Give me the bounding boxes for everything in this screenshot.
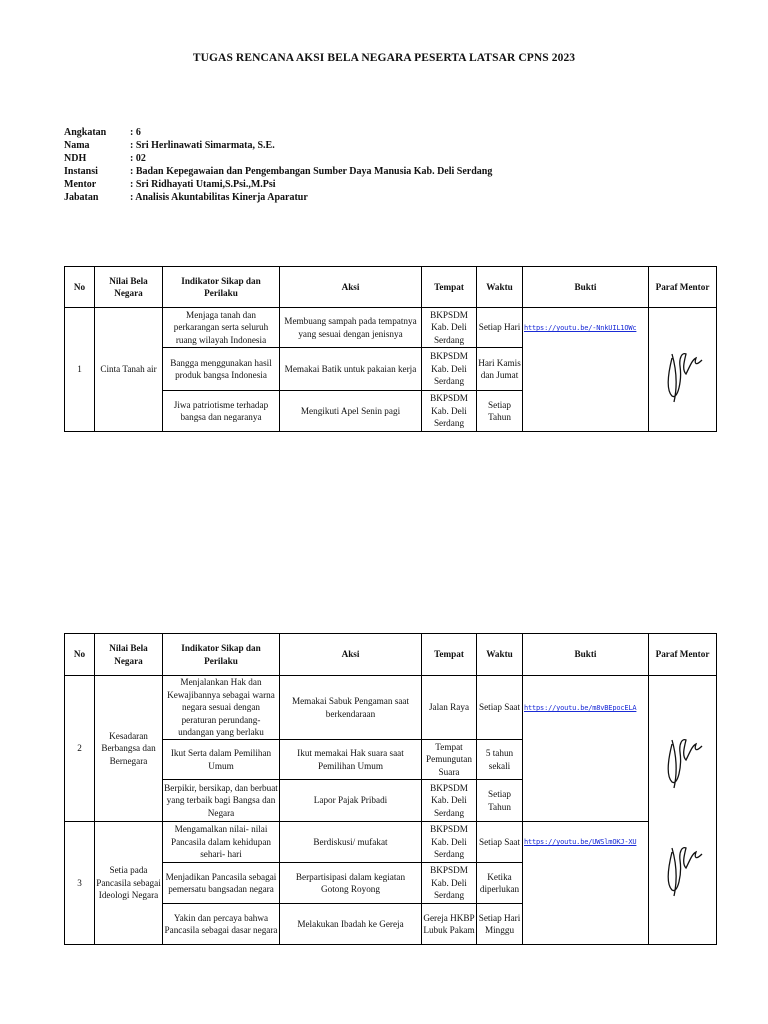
indikator-cell: Berpikir, bersikap, dan berbuat yang terbaik bagi Bangsa dan Negara — [163, 780, 280, 822]
info-value: : Sri Herlinawati Simarmata, S.E. — [130, 139, 275, 151]
info-row-instansi — [64, 166, 492, 179]
header-indikator: Indikator Sikap dan Perilaku — [163, 634, 280, 676]
header-indikator: Indikator Sikap dan Perilaku — [163, 267, 280, 308]
row-number: 2 — [65, 676, 95, 822]
action-plan-table-2 — [64, 633, 717, 945]
tempat-cell: Jalan Raya — [422, 676, 477, 740]
bukti-cell — [523, 676, 649, 822]
mentor-signature-icon — [658, 330, 708, 410]
participant-info — [64, 127, 492, 204]
header-nilai: Nilai Bela Negara — [95, 267, 163, 308]
nilai-bela-negara: Setia pada Pancasila sebagai Ideologi Negara — [95, 822, 163, 945]
aksi-cell: Lapor Pajak Pribadi — [280, 780, 422, 822]
header-tempat: Tempat — [422, 634, 477, 676]
row-number: 3 — [65, 822, 95, 945]
row-number: 1 — [65, 308, 95, 432]
info-label: NDH — [64, 152, 87, 164]
header-aksi: Aksi — [280, 634, 422, 676]
table-header-row — [65, 634, 717, 676]
table-row — [65, 822, 717, 863]
indikator-cell: Ikut Serta dalam Pemilihan Umum — [163, 740, 280, 780]
table-row — [65, 308, 717, 348]
aksi-cell: Mengikuti Apel Senin pagi — [280, 391, 422, 432]
header-paraf: Paraf Mentor — [649, 634, 717, 676]
nilai-bela-negara: Cinta Tanah air — [95, 308, 163, 432]
header-bukti: Bukti — [523, 267, 649, 308]
tempat-cell: BKPSDM Kab. Deli Serdang — [422, 863, 477, 904]
aksi-cell: Berdiskusi/ mufakat — [280, 822, 422, 863]
waktu-cell: Setiap Tahun — [477, 391, 523, 432]
indikator-cell: Bangga menggunakan hasil produk bangsa Indonesia — [163, 348, 280, 391]
waktu-cell: Hari Kamis dan Jumat — [477, 348, 523, 391]
mentor-signature-icon — [658, 824, 708, 904]
tempat-cell: Gereja HKBP Lubuk Pakam — [422, 904, 477, 945]
bukti-cell — [523, 308, 649, 432]
info-label: Instansi — [64, 165, 98, 177]
indikator-cell: Menjaga tanah dan perkarangan serta seluruh ruang wilayah Indonesia — [163, 308, 280, 348]
info-row-jabatan — [64, 192, 492, 205]
indikator-cell: Mengamalkan nilai- nilai Pancasila dalam kehidupan sehari- hari — [163, 822, 280, 863]
nilai-bela-negara: Kesadaran Berbangsa dan Bernegara — [95, 676, 163, 822]
document-title: TUGAS RENCANA AKSI BELA NEGARA PESERTA LATSAR CPNS 2023 — [192, 52, 576, 64]
waktu-cell: Setiap Saat — [477, 676, 523, 740]
info-row-mentor — [64, 179, 492, 192]
table-row — [65, 676, 717, 740]
waktu-cell: Setiap Hari Minggu — [477, 904, 523, 945]
info-value: : Badan Kepegawaian dan Pengembangan Sumber Daya Manusia Kab. Deli Serdang — [130, 165, 493, 177]
waktu-cell: Setiap Tahun — [477, 780, 523, 822]
tempat-cell: BKPSDM Kab. Deli Serdang — [422, 391, 477, 432]
info-value: : 02 — [130, 152, 146, 164]
waktu-cell: Ketika diperlukan — [477, 863, 523, 904]
mentor-signature-icon — [658, 716, 708, 796]
info-value: : 6 — [130, 127, 141, 138]
info-label: Nama — [64, 139, 90, 151]
waktu-cell: Setiap Saat — [477, 822, 523, 863]
aksi-cell: Ikut memakai Hak suara saat Pemilihan Umum — [280, 740, 422, 780]
info-row-nama — [64, 140, 492, 153]
header-aksi: Aksi — [280, 267, 422, 308]
aksi-cell: Membuang sampah pada tempatnya yang sesuai dengan jenisnya — [280, 308, 422, 348]
info-row-angkatan — [64, 127, 492, 140]
aksi-cell: Memakai Sabuk Pengaman saat berkendaraan — [280, 676, 422, 740]
header-paraf: Paraf Mentor — [649, 267, 717, 308]
tempat-cell: BKPSDM Kab. Deli Serdang — [422, 348, 477, 391]
header-tempat: Tempat — [422, 267, 477, 308]
info-label: Angkatan — [64, 127, 107, 138]
info-label: Jabatan — [64, 191, 99, 203]
info-value: : Analisis Akuntabilitas Kinerja Aparatur — [130, 191, 308, 203]
paraf-cell — [649, 676, 717, 945]
waktu-cell: Setiap Hari — [477, 308, 523, 348]
aksi-cell: Memakai Batik untuk pakaian kerja — [280, 348, 422, 391]
tempat-cell: Tempat Pemungutan Suara — [422, 740, 477, 780]
tempat-cell: BKPSDM Kab. Deli Serdang — [422, 822, 477, 863]
indikator-cell: Menjalankan Hak dan Kewajibannya sebagai warna negara sesuai dengan peraturan perundang-undangan yang berlaku — [163, 676, 280, 740]
info-value: : Sri Ridhayati Utami,S.Psi.,M.Psi — [130, 178, 276, 190]
aksi-cell: Melakukan Ibadah ke Gereja — [280, 904, 422, 945]
table-header-row — [65, 267, 717, 308]
info-label: Mentor — [64, 178, 97, 190]
header-no: No — [65, 267, 95, 308]
indikator-cell: Menjadikan Pancasila sebagai pemersatu bangsadan negara — [163, 863, 280, 904]
bukti-link[interactable]: https://youtu.be/-NnkUIL1OWc — [524, 324, 637, 332]
tempat-cell: BKPSDM Kab. Deli Serdang — [422, 780, 477, 822]
waktu-cell: 5 tahun sekali — [477, 740, 523, 780]
action-plan-table-1 — [64, 266, 717, 432]
aksi-cell: Berpartisipasi dalam kegiatan Gotong Royong — [280, 863, 422, 904]
paraf-cell — [649, 308, 717, 432]
header-no: No — [65, 634, 95, 676]
header-waktu: Waktu — [477, 267, 523, 308]
header-bukti: Bukti — [523, 634, 649, 676]
indikator-cell: Jiwa patriotisme terhadap bangsa dan negaranya — [163, 391, 280, 432]
header-waktu: Waktu — [477, 634, 523, 676]
indikator-cell: Yakin dan percaya bahwa Pancasila sebagai dasar negara — [163, 904, 280, 945]
tempat-cell: BKPSDM Kab. Deli Serdang — [422, 308, 477, 348]
bukti-cell — [523, 822, 649, 945]
bukti-link[interactable]: https://youtu.be/m8vBEpocELA — [524, 704, 637, 712]
info-row-ndh — [64, 153, 492, 166]
bukti-link[interactable]: https://youtu.be/UWSlmOKJ-XU — [524, 838, 637, 846]
header-nilai: Nilai Bela Negara — [95, 634, 163, 676]
